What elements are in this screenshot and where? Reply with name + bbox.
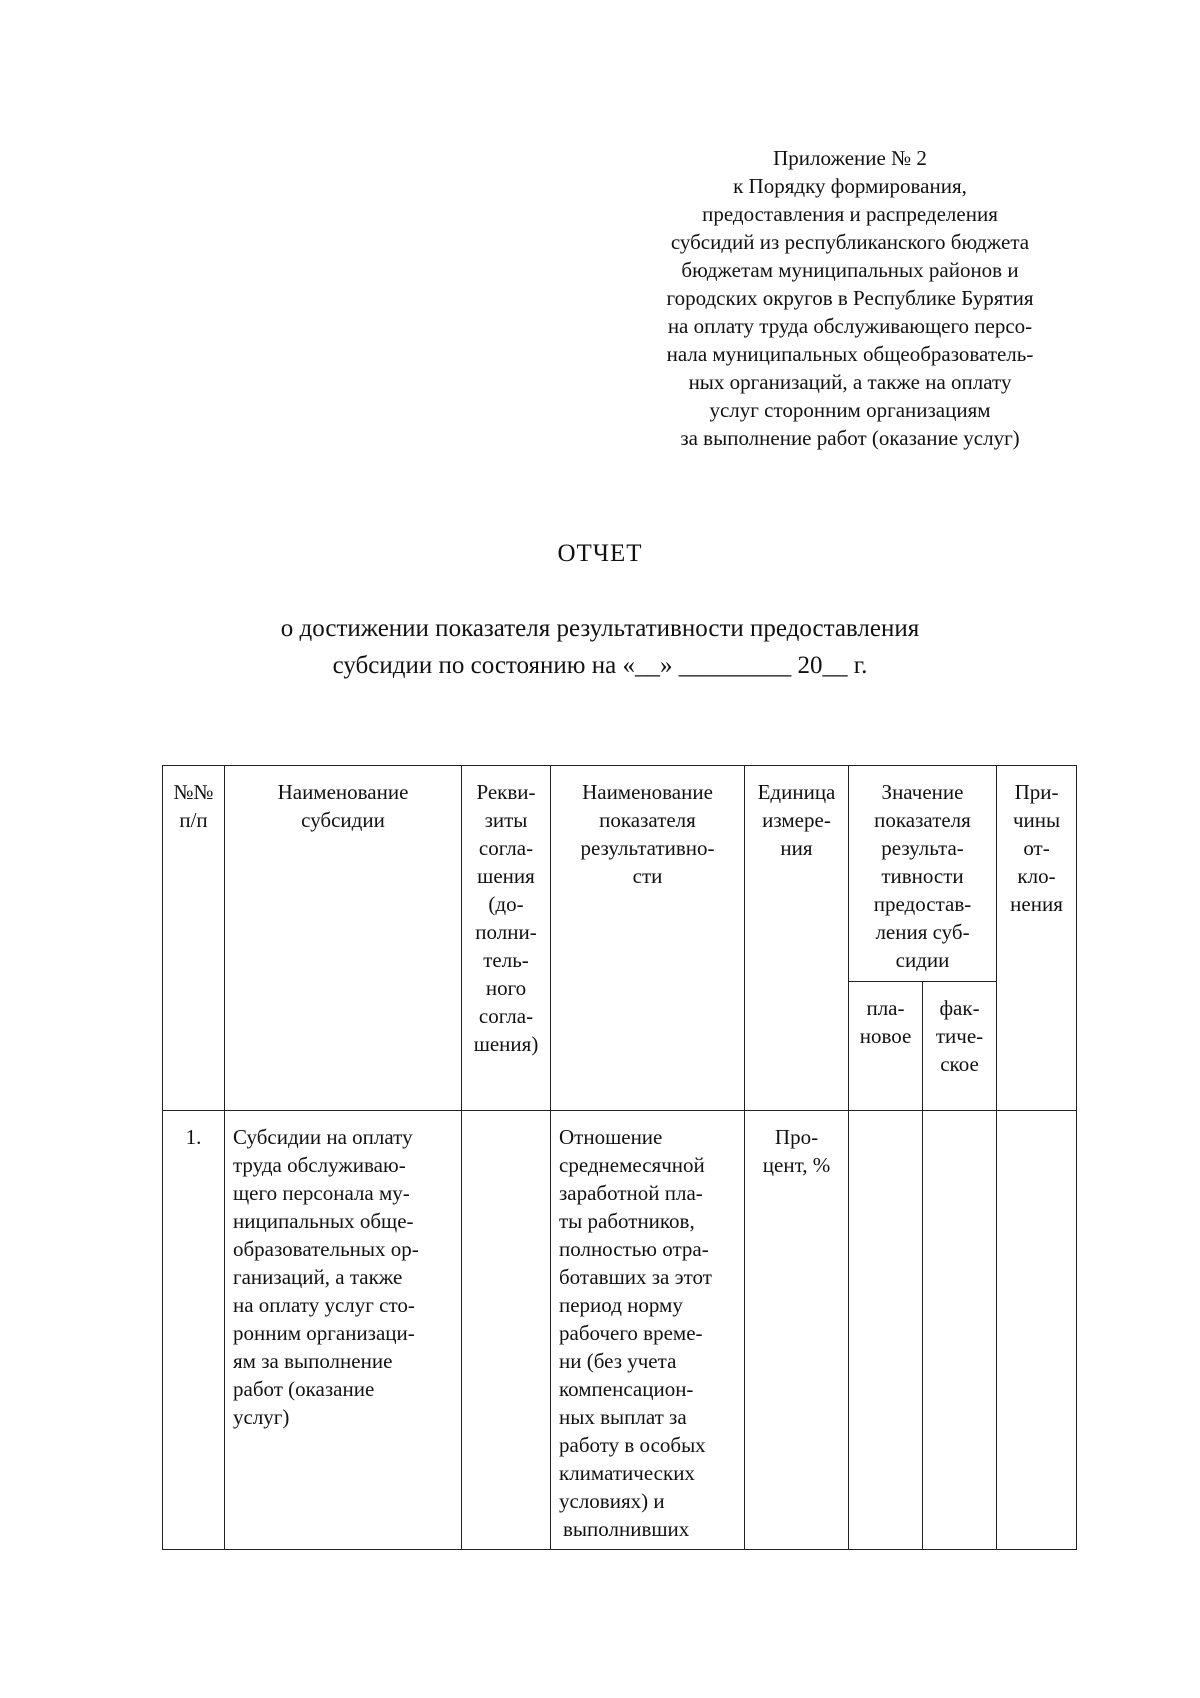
header-indicator-value	[849, 766, 997, 982]
header-text: шения	[477, 864, 535, 888]
appendix-line: бюджетам муниципальных районов и	[681, 258, 1019, 282]
header-text: зиты	[484, 808, 528, 832]
header-text: ния	[780, 836, 813, 860]
subtitle-line-2: субсидии по состоянию на «__» _________ 20__ г.	[332, 652, 868, 679]
header-text: тивности	[881, 864, 964, 888]
header-text: предостав-	[873, 892, 972, 916]
cell-text: Отношение	[559, 1125, 663, 1149]
cell-text: услуг)	[233, 1405, 290, 1429]
cell-text: Про-	[774, 1125, 819, 1149]
appendix-line: за выполнение работ (оказание услуг)	[680, 426, 1020, 450]
header-reasons	[997, 766, 1077, 1111]
cell-text: полностью отра-	[559, 1237, 709, 1261]
header-text: полни-	[475, 920, 537, 944]
cell-text: ганизаций, а также	[233, 1265, 403, 1289]
header-planned	[849, 982, 923, 1111]
header-row	[163, 766, 1077, 982]
appendix-line: к Порядку формирования,	[733, 174, 967, 198]
header-text: №№	[173, 780, 214, 804]
header-text: (до-	[488, 892, 524, 916]
cell-text: работ (оказание	[233, 1377, 375, 1401]
header-text: сти	[632, 864, 663, 888]
header-agreement	[462, 766, 551, 1111]
header-text: Наименование	[582, 780, 713, 804]
header-unit	[745, 766, 849, 1111]
cell-text: ботавших за этот	[559, 1265, 712, 1289]
table-row	[163, 1111, 1077, 1550]
appendix-line: на оплату труда обслуживающего персо-	[667, 314, 1033, 338]
cell-text: Субсидии на оплату	[233, 1125, 413, 1149]
header-text: п/п	[179, 808, 208, 832]
appendix-line: городских округов в Республике Бурятия	[666, 286, 1034, 310]
header-text: Единица	[757, 780, 836, 804]
appendix-line: ных организаций, а также на оплату	[688, 370, 1012, 394]
header-text: пла-	[866, 996, 905, 1020]
appendix-line: предоставления и распределения	[702, 202, 998, 226]
header-text: При-	[1014, 780, 1059, 804]
header-text: результа-	[881, 836, 964, 860]
cell-text: ни (без учета	[559, 1349, 677, 1373]
appendix-header	[640, 144, 1060, 452]
header-number	[163, 766, 225, 1111]
cell-text: ты работников,	[559, 1209, 695, 1233]
cell-text: ниципальных обще-	[233, 1209, 414, 1233]
header-text: шения)	[473, 1032, 539, 1056]
header-text: Наименование	[277, 780, 409, 804]
cell-text: труда обслуживаю-	[233, 1153, 406, 1177]
cell-unit	[745, 1111, 849, 1550]
appendix-line: Приложение № 2	[773, 146, 927, 170]
cell-text: заработной пла-	[559, 1181, 703, 1205]
header-text: субсидии	[301, 808, 385, 832]
cell-text: ных выплат за	[559, 1405, 687, 1429]
header-text: согла-	[478, 836, 534, 860]
subtitle-line-1: о достижении показателя результативности предоставления	[280, 615, 920, 642]
cell-number: 1.	[163, 1111, 225, 1550]
cell-text: ронним организаци-	[233, 1321, 415, 1345]
cell-text: компенсацион-	[559, 1377, 694, 1401]
cell-agreement	[462, 1111, 551, 1550]
report-title: ОТЧЕТ	[557, 540, 643, 567]
header-text: показателя	[874, 808, 971, 832]
header-text: результативно-	[580, 836, 715, 860]
header-indicator-name	[551, 766, 745, 1111]
appendix-line: субсидий из республиканского бюджета	[670, 230, 1030, 254]
header-text: нения	[1010, 892, 1063, 916]
cell-text: образовательных ор-	[233, 1237, 419, 1261]
header-actual	[923, 982, 997, 1111]
cell-reasons	[997, 1111, 1077, 1550]
report-table	[162, 765, 1077, 1550]
appendix-line: нала муниципальных общеобразователь-	[666, 342, 1034, 366]
cell-text: период норму	[559, 1293, 683, 1317]
cell-text: щего персонала му-	[233, 1181, 410, 1205]
header-text: тиче-	[935, 1024, 984, 1048]
cell-text: среднемесячной	[559, 1153, 705, 1177]
header-text: ного	[485, 976, 527, 1000]
cell-text: условиях) и	[559, 1489, 665, 1513]
cell-text: цент, %	[762, 1153, 831, 1177]
header-text: показателя	[599, 808, 696, 832]
cell-text: на оплату услуг сто-	[233, 1293, 415, 1317]
header-text: ления суб-	[875, 920, 970, 944]
header-text: кло-	[1017, 864, 1056, 888]
appendix-line: услуг сторонним организациям	[709, 398, 991, 422]
header-text: от-	[1023, 836, 1050, 860]
cell-text: выполнивших	[563, 1517, 690, 1541]
header-text: новое	[859, 1024, 912, 1048]
header-text: ское	[940, 1052, 979, 1076]
cell-text: рабочего време-	[559, 1321, 703, 1345]
header-subsidy-name	[225, 766, 462, 1111]
header-text: тель-	[483, 948, 529, 972]
cell-text: климатических	[559, 1461, 695, 1485]
cell-subsidy-name	[225, 1111, 462, 1550]
cell-text: работу в особых	[559, 1433, 706, 1457]
cell-text: ям за выполнение	[233, 1349, 393, 1373]
header-text: Рекви-	[476, 780, 536, 804]
cell-indicator-name	[551, 1111, 745, 1550]
header-text: согла-	[478, 1004, 534, 1028]
cell-actual	[923, 1111, 997, 1550]
report-subtitle	[0, 610, 1200, 684]
header-text: чины	[1012, 808, 1061, 832]
header-text: измере-	[762, 808, 831, 832]
header-text: сидии	[895, 948, 950, 972]
header-text: фак-	[939, 996, 980, 1020]
cell-planned	[849, 1111, 923, 1550]
header-text: Значение	[881, 780, 964, 804]
